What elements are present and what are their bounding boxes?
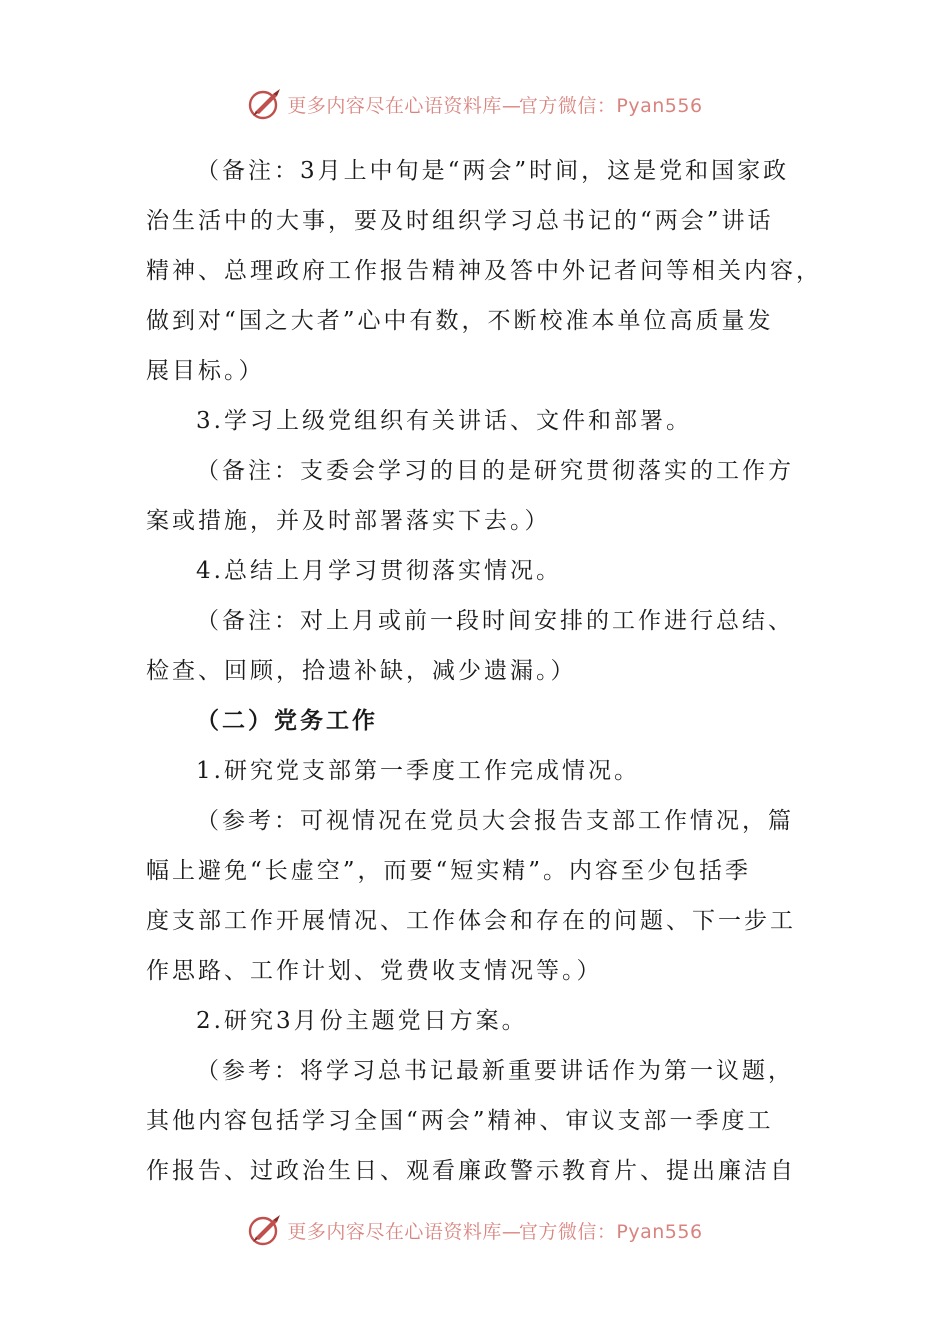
body-line: 案或措施，并及时部署落实下去。） bbox=[146, 508, 551, 534]
list-item-2: 2.研究3月份主题党日方案。 bbox=[196, 1008, 528, 1034]
watermark-text: 更多内容尽在心语资料库—官方微信：Pyan556 bbox=[287, 94, 703, 117]
body-line: 其他内容包括学习全国“两会”精神、审议支部一季度工 bbox=[146, 1108, 774, 1134]
body-line: 治生活中的大事，要及时组织学习总书记的“两会”讲话 bbox=[146, 208, 774, 234]
note-line: （参考：可视情况在党员大会报告支部工作情况，篇 bbox=[196, 808, 794, 834]
note-line: （备注：支委会学习的目的是研究贯彻落实的工作方 bbox=[196, 458, 794, 484]
body-line: 幅上避免“长虚空”，而要“短实精”。内容至少包括季 bbox=[146, 858, 752, 884]
note-line: （备注：对上月或前一段时间安排的工作进行总结、 bbox=[196, 608, 794, 634]
note-line: （备注：3月上中旬是“两会”时间，这是党和国家政 bbox=[196, 158, 790, 184]
body-line: 展目标。） bbox=[146, 358, 265, 384]
list-item-3: 3.学习上级党组织有关讲话、文件和部署。 bbox=[196, 408, 692, 434]
watermark-footer bbox=[0, 1210, 950, 1250]
pen-logo-icon bbox=[247, 86, 283, 122]
body-line: 精神、总理政府工作报告精神及答中外记者问等相关内容， bbox=[146, 258, 822, 284]
list-item-1: 1.研究党支部第一季度工作完成情况。 bbox=[196, 758, 640, 784]
body-line: 做到对“国之大者”心中有数，不断校准本单位高质量发 bbox=[146, 308, 774, 334]
watermark-header bbox=[0, 84, 950, 124]
watermark-text: 更多内容尽在心语资料库—官方微信：Pyan556 bbox=[287, 1220, 703, 1243]
document-body bbox=[146, 146, 822, 1196]
pen-logo-icon bbox=[247, 1212, 283, 1248]
body-line: 作思路、工作计划、党费收支情况等。） bbox=[146, 958, 603, 984]
body-line: 检查、回顾，拾遗补缺，减少遗漏。） bbox=[146, 658, 577, 684]
note-line: （参考：将学习总书记最新重要讲话作为第一议题， bbox=[196, 1058, 794, 1084]
body-line: 作报告、过政治生日、观看廉政警示教育片、提出廉洁自 bbox=[146, 1158, 796, 1184]
section-heading: （二）党务工作 bbox=[196, 708, 378, 734]
list-item-4: 4.总结上月学习贯彻落实情况。 bbox=[196, 558, 562, 584]
body-line: 度支部工作开展情况、工作体会和存在的问题、下一步工 bbox=[146, 908, 796, 934]
